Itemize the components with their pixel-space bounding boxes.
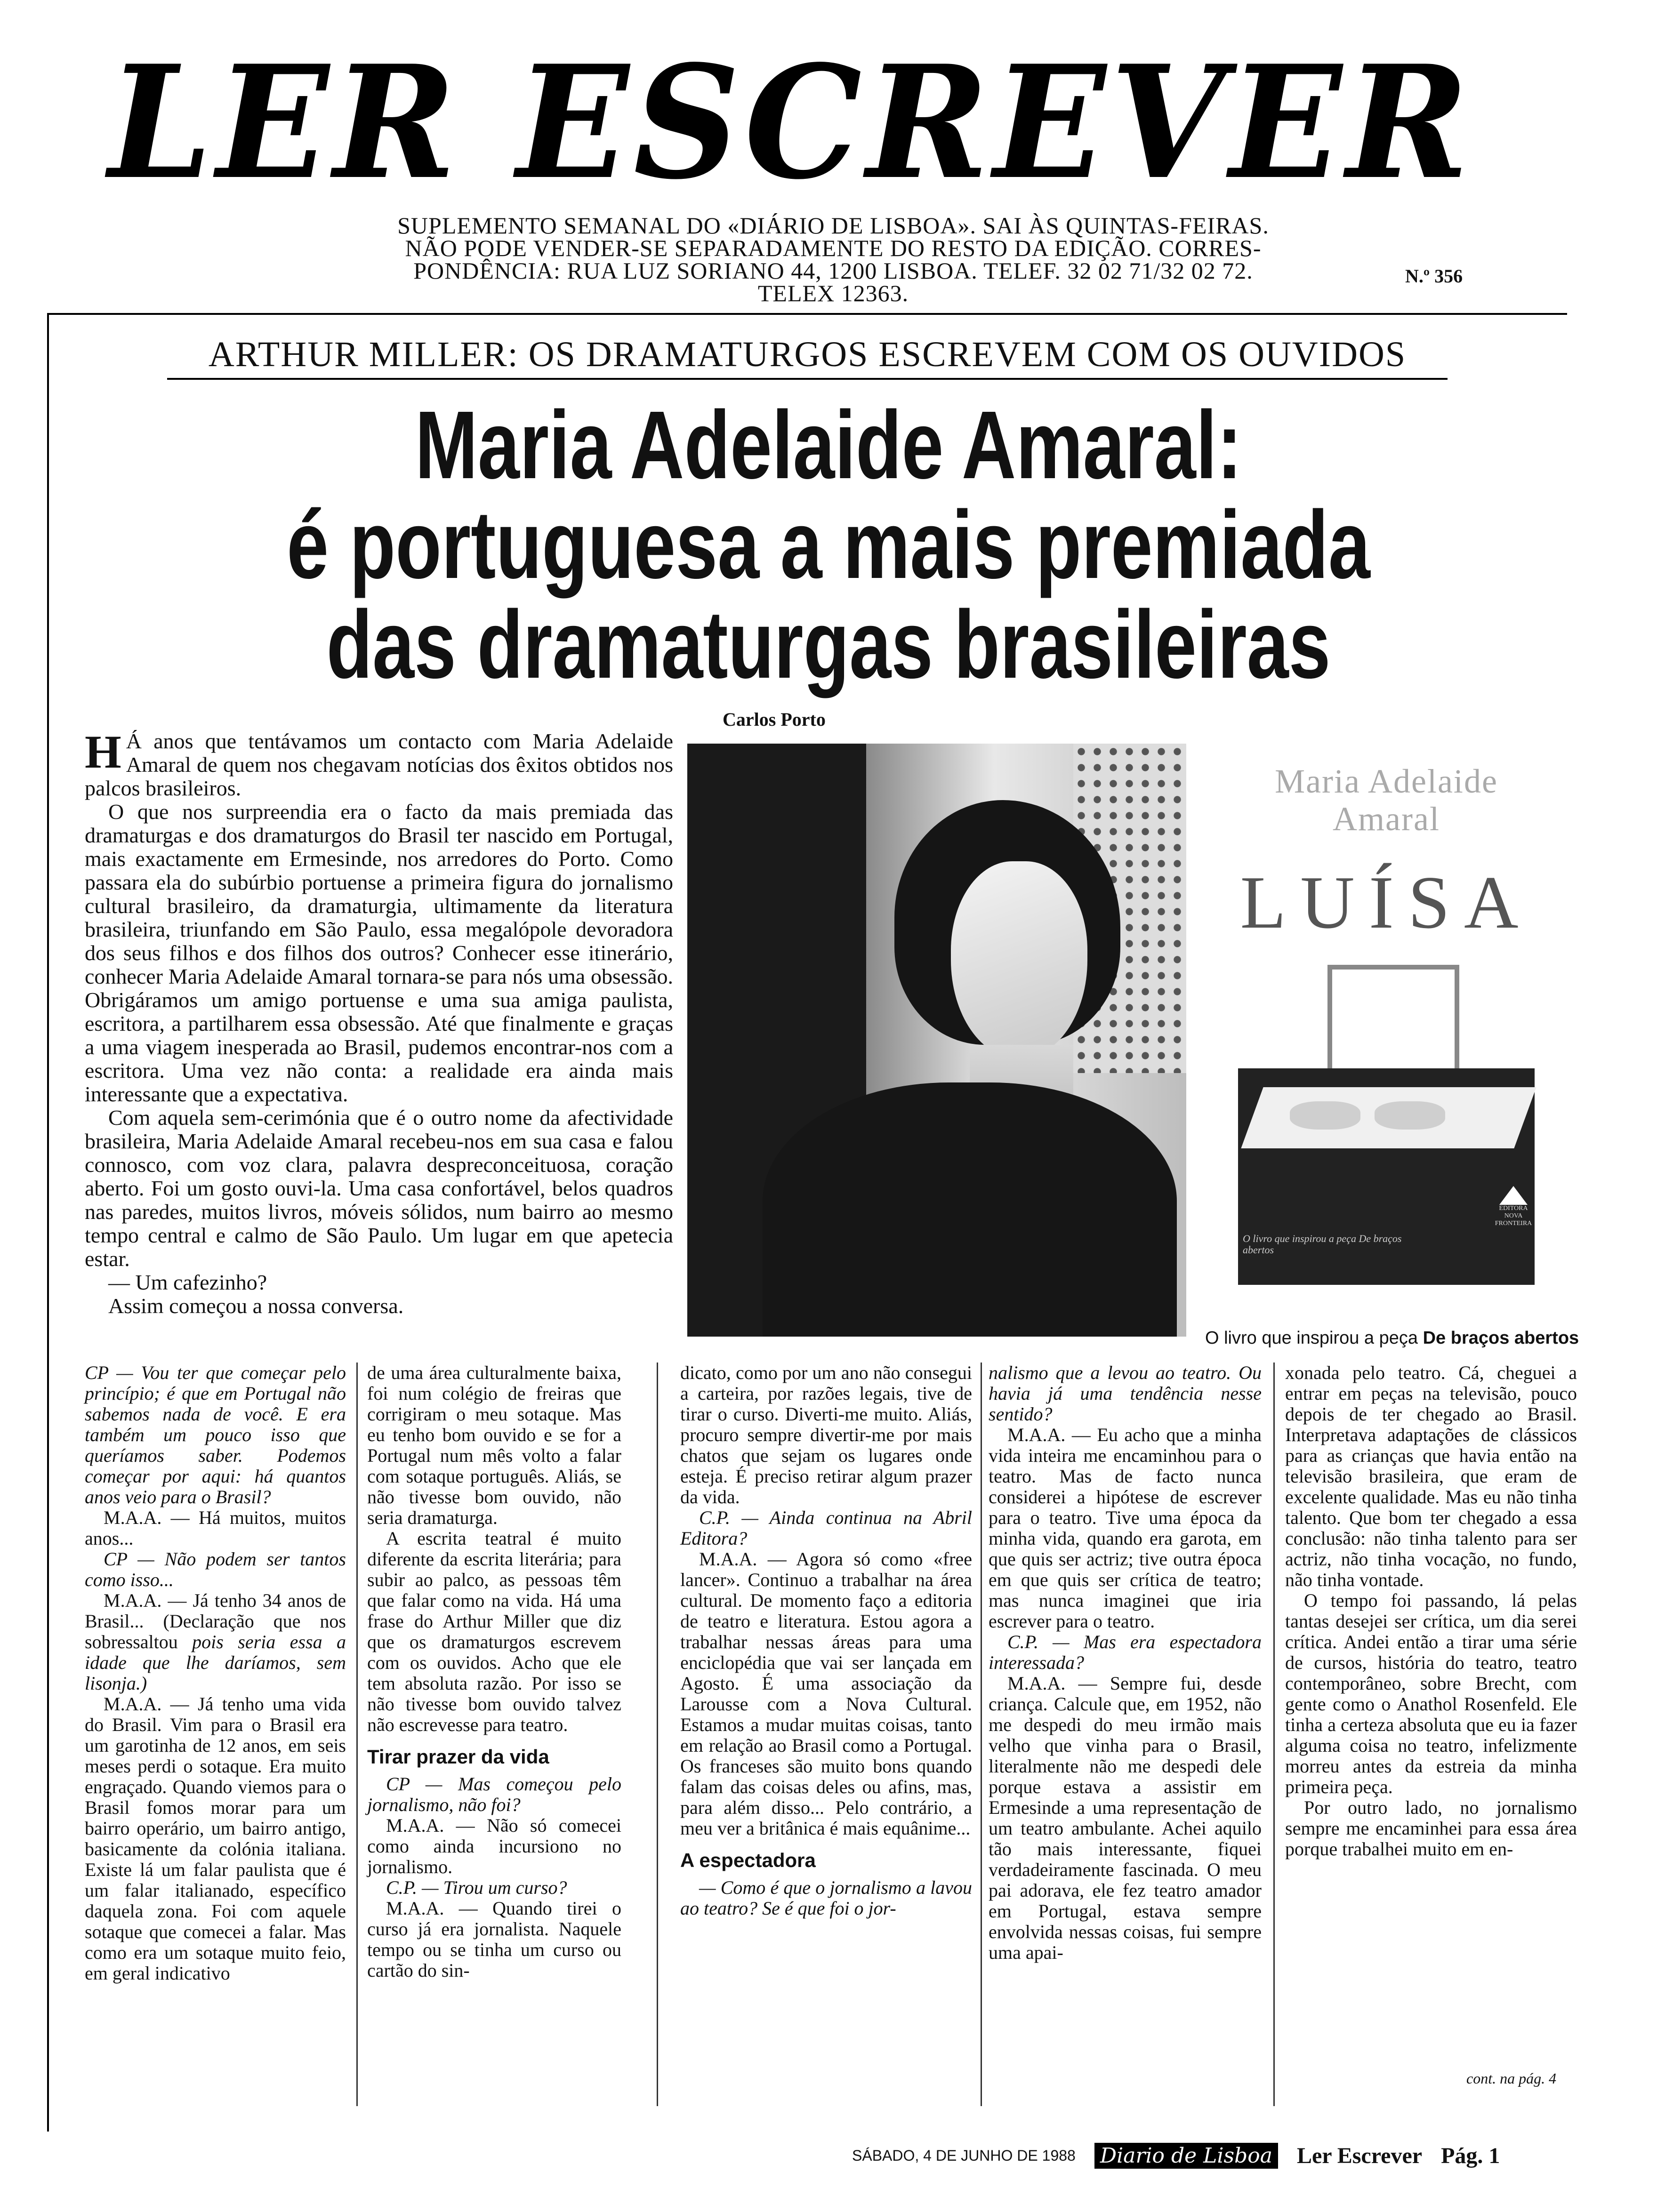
paragraph: dicato, como por um ano não consegui a carteira, por razões legais, tive de tirar o curso. Diverti-me muito. Aliás, procuro sempre divertir-me por mais chatos que sejam os lugares onde esteja. É preciso retirar algum prazer da vida. [680, 1362, 972, 1507]
newspaper-logo: Diario de Lisboa [1094, 2143, 1278, 2169]
answer: M.A.A. — Há muitos, muitos anos... [85, 1507, 346, 1549]
book-caption [1205, 1328, 1579, 1348]
intro-text [85, 726, 673, 1318]
page-footer [852, 2139, 1500, 2172]
column-rule [657, 1362, 658, 2106]
question: — Como é que o jornalismo a lavou ao teatro? Se é que foi o jor- [680, 1877, 972, 1919]
drop-cap: H [85, 726, 121, 778]
column-3 [680, 1362, 972, 1919]
column-2 [367, 1362, 621, 1981]
intro-paragraph-text: Á anos que tentávamos um contacto com Maria Adelaide Amaral de quem nos chegavam notícias dos êxitos obtidos nos palcos brasileiros. [85, 729, 673, 800]
page-number: Pág. 1 [1441, 2143, 1500, 2168]
continued-note: cont. na pág. 4 [1466, 2070, 1557, 2087]
paragraph: Por outro lado, no jornalismo sempre me encaminhei para essa área porque trabalhei muito em en- [1285, 1797, 1577, 1859]
book-title: LUÍSA [1240, 860, 1533, 944]
book-cover-image [1233, 762, 1539, 1285]
headline-line: das dramaturgas brasileiras [326, 591, 1331, 698]
column-rule [1273, 1362, 1275, 2106]
column-rule [356, 1362, 358, 2106]
book-caption-text: O livro que inspirou a peça [1205, 1328, 1423, 1348]
book-publisher: EDITORA NOVA FRONTEIRA [1495, 1205, 1532, 1227]
masthead-logo-text: LER ESCREVER [108, 31, 1474, 214]
book-tagline: O livro que inspirou a peça De braços abertos [1243, 1233, 1402, 1256]
supplement-name: Ler Escrever [1296, 2143, 1423, 2168]
intro-paragraph: Assim começou a nossa conversa. [108, 1294, 404, 1318]
headline-line: Maria Adelaide Amaral: [415, 391, 1242, 499]
imprint-line: PONDÊNCIA: RUA LUZ SORIANO 44, 1200 LISBOA. TELEF. 32 02 71/32 02 72. [413, 257, 1253, 284]
question: C.P. — Tirou um curso? [386, 1877, 567, 1898]
imprint-line: NÃO PODE VENDER-SE SEPARADAMENTE DO RESTO DA EDIÇÃO. CORRES- [405, 235, 1262, 261]
answer: M.A.A. — Não só comecei como ainda incursiono no jornalismo. [367, 1815, 621, 1877]
subheading: Tirar prazer da vida [367, 1746, 549, 1768]
question: CP — Não podem ser tantos como isso... [85, 1548, 346, 1590]
answer: M.A.A. — Eu acho que a minha vida inteira me encaminhou para o teatro. Mas de facto nunca considerei a hipótese de escrever para o teatro. Tive uma época da minha vida, quando era garota, em que quis ser actriz; tive outra época em que quis ser crítica de teatro; mas nunca imaginei que iria escrever para o teatro. [989, 1424, 1262, 1632]
byline: Carlos Porto [723, 709, 826, 730]
question: CP — Mas começou pelo jornalismo, não foi? [367, 1773, 621, 1815]
book-caption-title: De braços abertos [1423, 1328, 1579, 1348]
imprint-line: SUPLEMENTO SEMANAL DO «DIÁRIO DE LISBOA». SAI ÀS QUINTAS-FEIRAS. [397, 212, 1269, 239]
paragraph: A escrita teatral é muito diferente da escrita literária; para subir ao palco, as pessoas têm que falar como na vida. Há uma frase do Arthur Miller que diz que os dramaturgos escrevem com os ouvidos. Acho que ele tem absoluta razão. Por isso se não tivesse bom ouvido talvez não escrevesse para teatro. [367, 1528, 621, 1735]
paragraph: O tempo foi passando, lá pelas tantas desejei ser crítica, um dia serei crítica. Andei então a tirar uma série de cursos, história do teatro, teatro contemporâneo, sobre Brecht, com gente como o Anathol Rosenfeld. Ele tinha a certeza absoluta que eu ia fazer alguma coisa no teatro, infelizmente morreu antes da estreia da minha primeira peça. [1285, 1590, 1577, 1797]
intro-paragraph: — Um cafezinho? [108, 1270, 267, 1294]
question: C.P. — Mas era espectadora interessada? [989, 1631, 1262, 1673]
question: CP — Vou ter que começar pelo princípio; é que em Portugal não sabemos nada de você. E era também um pouco isso que queríamos saber. Podemos começar por aqui: há quantos anos veio para o Brasil? [85, 1362, 346, 1507]
kicker: ARTHUR MILLER: OS DRAMATURGOS ESCREVEM COM OS OUVIDOS [167, 334, 1448, 380]
column-rule [981, 1362, 982, 2106]
column-4 [989, 1362, 1262, 1963]
footer-date: SÁBADO, 4 DE JUNHO DE 1988 [852, 2147, 1076, 2164]
answer: M.A.A. — Já tenho 34 anos de Brasil... (Declaração que nos sobressaltou pois seria essa a idade que lhe daríamos, sem lisonja.) [85, 1590, 346, 1694]
column-1 [85, 1362, 346, 1984]
intro-paragraph: Com aquela sem-cerimónia que é o outro nome da afectividade brasileira, Maria Adelaide Amaral recebeu-nos em sua casa e falou connosco, com voz clara, palavra despreconceituosa, coração aberto. Foi um gosto ouvi-la. Uma casa confortável, belos quadros nas paredes, muitos livros, móveis sólidos, num bairro ao mesmo tempo central e calmo de São Paulo. Um lugar em que apetecia estar. [85, 1106, 673, 1271]
column-5 [1285, 1362, 1577, 1859]
headline-line: é portuguesa a mais premiada [287, 491, 1370, 599]
question: C.P. — Ainda continua na Abril Editora? [680, 1507, 972, 1549]
imprint-block [386, 214, 1280, 305]
issue-number: N.º 356 [1405, 265, 1463, 287]
subheading: A espectadora [680, 1849, 816, 1871]
portrait-photo [687, 744, 1186, 1337]
question: nalismo que a levou ao teatro. Ou havia já uma tendência nesse sentido? [989, 1362, 1262, 1425]
imprint-line: TELEX 12363. [757, 280, 909, 306]
headline [249, 391, 1409, 698]
publisher-logo-icon [1499, 1186, 1528, 1205]
intro-paragraph: O que nos surpreendia era o facto da mais premiada das dramaturgas e dos dramaturgos do Brasil ter nascido em Portugal, mais exactamente em Ermesinde, nos arredores do Porto. Como passara ela do subúrbio portuense a primeira figura do jornalismo cultural brasileiro, da dramaturgia, ultimamente da literatura brasileira, triunfando em São Paulo, essa megalópole devoradora dos seus filhos e dos filhos dos outros? Conhecer esse itinerário, conhecer Maria Adelaide Amaral tornara-se para nós uma obsessão. Obrigáramos um amigo portuense e uma sua amiga paulista, escritora, a partilharem essa obsessão. Até que finalmente e graças a uma viagem inesperada ao Brasil, pudemos encontrar-nos com a escritora. Uma vez não conta: a realidade era ainda mais interessante que a expectativa. [85, 800, 673, 1106]
intro-paragraph [85, 726, 673, 800]
answer: M.A.A. — Sempre fui, desde criança. Calcule que, em 1952, não me despedi do meu irmão mais velho que vinha para o Brasil, literalmente não me despedi dele porque estava a assistir em Ermesinde a uma representação de um teatro ambulante. Achei aquilo tão mais interessante, fiquei verdadeiramente fascinada. O meu pai adorava, ele fez teatro amador em Portugal, estava sempre envolvida nessas coisas, fui sempre uma apai- [989, 1673, 1262, 1963]
paragraph: xonada pelo teatro. Cá, cheguei a entrar em peças na televisão, pouco depois de ter chegado ao Brasil. Interpretava adaptações de clássicos para as crianças que havia então na televisão brasileira, que eram de excelente qualidade. Mas eu não tinha talento. Que bom ter chegado a essa conclusão: não tinha talento para ser actriz, não tinha vocação, no fundo, não tinha vontade. [1285, 1362, 1577, 1590]
paragraph: de uma área culturalmente baixa, foi num colégio de freiras que corrigiram o meu sotaque. Mas eu tenho bom ouvido e se for a Portugal num mês volto a falar com sotaque português. Aliás, se não tivesse bom ouvido, não seria dramaturga. [367, 1362, 621, 1528]
answer: M.A.A. — Já tenho uma vida do Brasil. Vim para o Brasil era um garotinha de 12 anos, em seis meses perdi o sotaque. Era muito engraçado. Quando viemos para o Brasil fomos morar para um bairro operário, um bairro antigo, basicamente da colónia italiana. Existe lá um falar paulista que é um falar italianado, específico daquela zona. Foi com aquele sotaque que comecei a falar. Mas como era um sotaque muito feio, em geral indicativo [85, 1693, 346, 1984]
book-author: Maria Adelaide Amaral [1275, 762, 1498, 838]
answer: M.A.A. — Quando tirei o curso já era jornalista. Naquele tempo ou se tinha um curso ou cartão do sin- [367, 1898, 621, 1981]
answer: M.A.A. — Agora só como «free lancer». Continuo a trabalhar na área cultural. De momento faço a editoria de teatro e literatura. Estou agora a trabalhar nessas áreas para uma enciclopédia que vai ser lançada em Agosto. É uma associação da Larousse com a Nova Cultural. Estamos a mudar muitas coisas, tanto em relação ao Brasil como a Portugal. Os franceses são muito bons quando falam das coisas deles ou afins, mas, para além disso... Pelo contrário, a meu ver a britânica é mais equânime... [680, 1548, 972, 1839]
masthead-logo [108, 28, 1502, 216]
